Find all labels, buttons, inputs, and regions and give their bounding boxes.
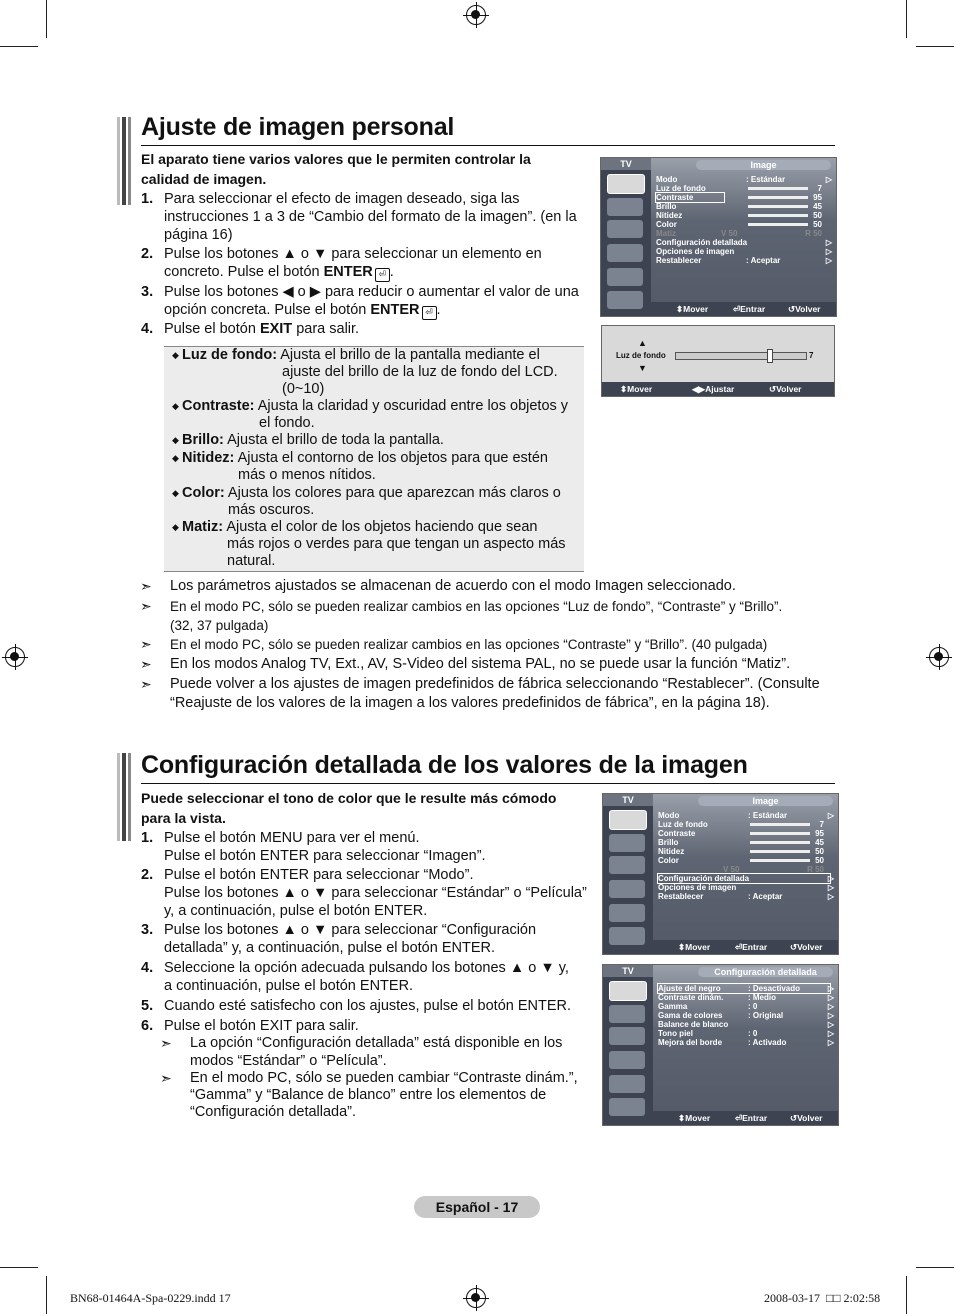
step-item: 1. Para seleccionar el efecto de imagen deseado, siga las instrucciones 1 a 3 de “Cambio del formato de la imagen”. (en la página 16) [141,191,577,243]
channel-icon [609,1027,645,1045]
crop-mark [906,1276,907,1314]
sound-icon [609,834,645,852]
channel-icon [609,856,645,874]
section-title: Ajuste de imagen personal [141,113,455,141]
osd-image-menu: TV Image Modo : Estándar ▷ Luz de fondo 7 Contraste 95 Brillo 45 Nitidez 50 Color 50 Matiz V 50 R 50 Configuración detallada ▷ Opciones de imagen ▷ Restablecer : Aceptar ▷ ⬍ Mover ⏎ Entrar ↺ Volver [600,157,837,317]
osd-backlight-adjust: ▲ Luz de fondo 7 ▼ ⬍ Mover ◀▶ Ajustar ↺ Volver [601,325,835,397]
note-arrow-icon: ➣ [140,656,152,672]
support-icon [607,291,643,309]
step-item: 4. Pulse el botón EXIT para salir. [141,321,360,337]
registration-mark-icon [466,1288,486,1308]
enter-icon: ⏎ [375,268,390,282]
input-icon [609,1075,645,1093]
enter-icon: ⏎ [422,306,437,320]
step-item: 6. Pulse el botón EXIT para salir. [141,1018,359,1034]
setup-icon [609,880,645,898]
picture-icon [609,981,647,1001]
definition-item: ◆ Matiz: Ajusta el color de los objetos haciendo que sean más rojos o verdes para que tengan un aspecto más natural. [172,519,566,569]
section-title: Configuración detallada de los valores de la imagen [141,751,748,779]
note-item: ➣ En el modo PC, sólo se pueden realizar cambios en las opciones “Luz de fondo”, “Contraste” y “Brillo”. (32, 37 pulgada) [140,598,783,633]
setup-icon [607,244,643,262]
title-bar-decoration [117,117,131,205]
registration-mark-icon [5,647,25,667]
picture-icon [609,810,647,830]
footer-date: 2008-03-17 □□ 2:02:58 [764,1291,881,1305]
title-rule [141,783,835,784]
crop-mark [906,0,907,38]
step-item: 5. Cuando esté satisfecho con los ajustes, pulse el botón ENTER. [141,998,572,1014]
definition-item: ◆ Nitidez: Ajusta el contorno de los objetos para que estén más o menos nítidos. [172,450,548,483]
osd-image-menu: TV Image Modo : Estándar ▷ Luz de fondo 7 Contraste 95 Brillo 45 Nitidez 50 Color 50 V 50 R 50 Configuración detallada ▷ Opciones de imagen ▷ Restablecer : Aceptar ▷ ⬍ Mover ⏎ Entrar ↺ Volver [602,793,839,955]
note-item: ➣ La opción “Configuración detallada” está disponible en los modos “Estándar” o “Película”. [160,1035,563,1069]
note-item: ➣ En el modo PC, sólo se pueden cambiar “Contraste dinám.”, “Gamma” y “Balance de blanco” entre los elementos de “Configuración detallada”. [160,1070,578,1120]
note-item: ➣ Los parámetros ajustados se almacenan de acuerdo con el modo Imagen seleccionado. [140,578,736,594]
page-number-label: Español - 17 [414,1196,540,1218]
support-icon [609,1098,645,1116]
note-arrow-icon: ➣ [140,598,152,614]
note-arrow-icon: ➣ [160,1070,172,1086]
input-icon [607,268,643,286]
note-arrow-icon: ➣ [140,636,152,652]
note-item: ➣ Puede volver a los ajustes de imagen predefinidos de fábrica seleccionando “Restablecer”. (Consulte “Reajuste de los valores de la imagen a los valores predefinidos de fábrica”, en la página 18). [140,676,820,711]
osd-detail-menu: TV Configuración detallada Ajuste del negro : Desactivado ▷ Contraste dinám. : Medio ▷ Gamma : 0 ▷ Gama de colores : Original ▷ Balance de blanco ▷ Tono piel : 0 ▷ Mejora del borde : Activado ▷ ⬍ Mover ⏎ Entrar ↺ Volver [602,964,839,1126]
sound-icon [609,1005,645,1023]
title-bar-decoration [117,753,131,841]
note-item: ➣ En los modos Analog TV, Ext., AV, S-Video del sistema PAL, no se puede usar la función “Matiz”. [140,656,791,672]
note-arrow-icon: ➣ [160,1035,172,1051]
step-item: 2. Pulse el botón ENTER para seleccionar “Modo”. Pulse los botones ▲ o ▼ para seleccionar “Estándar” o “Película” y, a continuación, pulse el botón ENTER. [141,867,587,919]
registration-mark-icon [466,5,486,25]
note-item: ➣ En el modo PC, sólo se pueden realizar cambios en las opciones “Contraste” y “Brillo”. (40 pulgada) [140,636,768,652]
step-item: 2. Pulse los botones ▲ o ▼ para seleccionar un elemento en concreto. Pulse el botón ENTER ⏎ . [141,246,542,280]
note-arrow-icon: ➣ [140,676,152,692]
step-item: 1. Pulse el botón MENU para ver el menú. Pulse el botón ENTER para seleccionar “Imagen”. [141,830,486,864]
definition-item: ◆ Brillo: Ajusta el brillo de toda la pantalla. [172,432,444,448]
definition-item: ◆ Luz de fondo: Ajusta el brillo de la pantalla mediante el ajuste del brillo de la luz de fondo del LCD. (0~10) [172,347,558,397]
section-intro: El aparato tiene varios valores que le permiten controlar la calidad de imagen. [141,151,531,187]
registration-mark-icon [929,647,949,667]
support-icon [609,927,645,945]
title-rule [141,145,835,146]
picture-icon [607,174,645,194]
step-item: 3. Pulse los botones ◀ o ▶ para reducir o aumentar el valor de una opción concreta. Pulse el botón ENTER ⏎ . [141,284,579,318]
input-icon [609,904,645,922]
step-item: 3. Pulse los botones ▲ o ▼ para seleccionar “Configuración detallada” y, a continuación, pulse el botón ENTER. [141,922,537,956]
crop-mark [0,1267,38,1268]
section-intro: Puede seleccionar el tono de color que le resulte más cómodo para la vista. [141,790,557,826]
note-arrow-icon: ➣ [140,578,152,594]
footer-file: BN68-01464A-Spa-0229.indd 17 [70,1291,231,1305]
step-item: 4. Seleccione la opción adecuada pulsando los botones ▲ o ▼ y, a continuación, pulse el botón ENTER. [141,960,569,994]
crop-mark [46,0,47,38]
setup-icon [609,1051,645,1069]
definition-item: ◆ Color: Ajusta los colores para que aparezcan más claros o más oscuros. [172,485,561,518]
sound-icon [607,198,643,216]
crop-mark [916,1267,954,1268]
definition-item: ◆ Contraste: Ajusta la claridad y oscuridad entre los objetos y el fondo. [172,398,569,431]
crop-mark [916,46,954,47]
channel-icon [607,220,643,238]
crop-mark [0,46,38,47]
crop-mark [46,1276,47,1314]
